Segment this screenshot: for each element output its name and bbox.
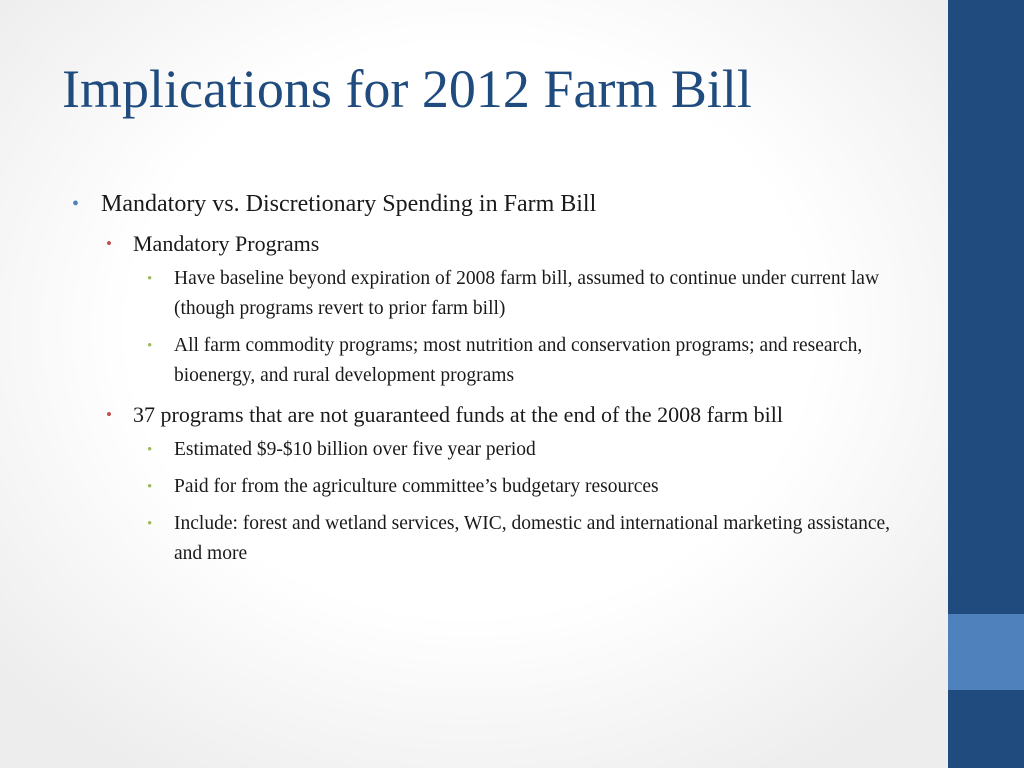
bullet-item-level3 — [144, 472, 900, 502]
bullet-text: Estimated $9-$10 billion over five year period — [174, 439, 536, 460]
bullet-item-level1 — [70, 188, 900, 220]
bullet-icon: • — [147, 479, 153, 495]
bullet-text: Mandatory Programs — [133, 231, 320, 256]
slide-title: Implications for 2012 Farm Bill — [62, 59, 752, 119]
bullet-item-level2 — [102, 398, 900, 431]
bullet-item-level3 — [144, 435, 900, 465]
bullet-icon: • — [106, 405, 112, 424]
bullet-text: 37 programs that are not guaranteed funds at the end of the 2008 farm bill — [133, 402, 784, 427]
bullet-icon: • — [147, 271, 153, 287]
bullet-icon: • — [106, 234, 112, 253]
bullet-item-level3 — [144, 264, 900, 324]
bullet-text: Have baseline beyond expiration of 2008 farm bill, assumed to continue under current law (though programs revert to prior farm bill) — [174, 268, 880, 319]
bullet-item-level2 — [102, 227, 900, 260]
bullet-item-level3 — [144, 509, 900, 569]
bullet-icon: • — [147, 442, 153, 458]
bullet-text: All farm commodity programs; most nutrition and conservation programs; and research, bioenergy, and rural development programs — [174, 335, 863, 386]
bullet-text: Mandatory vs. Discretionary Spending in Farm Bill — [101, 191, 597, 217]
bullet-text: Paid for from the agriculture committee’s budgetary resources — [174, 476, 659, 497]
bullet-icon: • — [147, 338, 153, 354]
bullet-item-level3 — [144, 331, 900, 391]
bullet-list — [70, 188, 900, 576]
bullet-icon: • — [72, 193, 80, 215]
bullet-text: Include: forest and wetland services, WIC, domestic and international marketing assistance, and more — [174, 513, 891, 564]
sidebar-accent-block — [948, 614, 1024, 690]
bullet-icon: • — [147, 516, 153, 532]
